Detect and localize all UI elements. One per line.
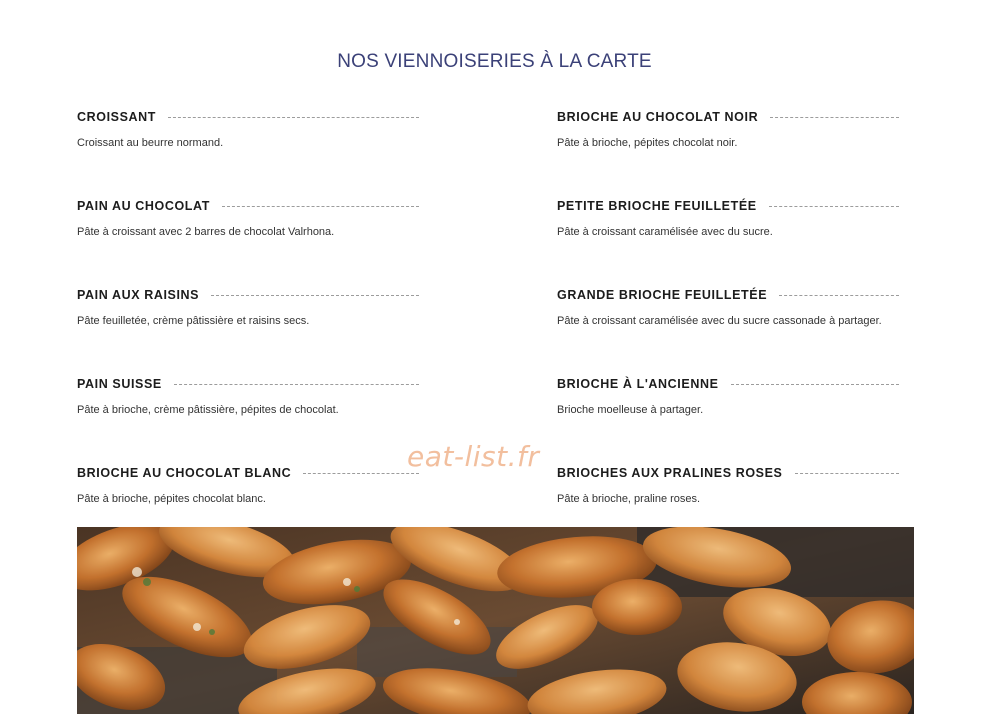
menu-item-description: Croissant au beurre normand. xyxy=(77,137,224,149)
menu-item-description: Pâte à brioche, pépites chocolat noir. xyxy=(557,137,738,149)
menu-item-croissant xyxy=(77,108,419,149)
menu-item-pain-suisse xyxy=(77,375,419,416)
dotted-divider xyxy=(769,206,899,207)
dotted-divider xyxy=(168,117,419,118)
site-watermark: eat-list.fr xyxy=(407,440,540,473)
menu-item-description: Pâte à brioche, praline roses. xyxy=(557,493,701,505)
menu-item-name: PAIN SUISSE xyxy=(77,377,162,391)
dotted-divider xyxy=(222,206,419,207)
dotted-divider xyxy=(731,384,899,385)
dotted-divider xyxy=(770,117,899,118)
menu-item-pain-aux-raisins xyxy=(77,286,419,327)
dotted-divider xyxy=(211,295,419,296)
menu-item-name: BRIOCHE AU CHOCOLAT NOIR xyxy=(557,110,759,124)
menu-item-brioches-pralines-roses xyxy=(557,464,899,505)
menu-item-description: Pâte à brioche, crème pâtissière, pépites de chocolat. xyxy=(77,404,339,416)
menu-item-name: BRIOCHES AUX PRALINES ROSES xyxy=(557,466,783,480)
page-title: NOS VIENNOISERIES À LA CARTE xyxy=(337,50,652,72)
menu-item-name: PETITE BRIOCHE FEUILLETÉE xyxy=(557,199,757,213)
menu-item-description: Pâte feuilletée, crème pâtissière et raisins secs. xyxy=(77,315,310,327)
menu-item-petite-brioche-feuilletee xyxy=(557,197,899,238)
menu-item-name: PAIN AU CHOCOLAT xyxy=(77,199,210,213)
menu-item-brioche-ancienne xyxy=(557,375,899,416)
menu-item-brioche-chocolat-blanc xyxy=(77,464,419,505)
menu-item-pain-au-chocolat xyxy=(77,197,419,238)
menu-item-description: Pâte à croissant caramélisée avec du sucre cassonade à partager. xyxy=(557,315,882,327)
menu-item-description: Pâte à croissant avec 2 barres de chocolat Valrhona. xyxy=(77,226,335,238)
menu-item-name: PAIN AUX RAISINS xyxy=(77,288,200,302)
menu-item-description: Pâte à croissant caramélisée avec du sucre. xyxy=(557,226,773,238)
menu-item-description: Pâte à brioche, pépites chocolat blanc. xyxy=(77,493,266,505)
dotted-divider xyxy=(795,473,900,474)
dotted-divider xyxy=(779,295,899,296)
menu-item-name: GRANDE BRIOCHE FEUILLETÉE xyxy=(557,288,768,302)
pastry-photo xyxy=(77,527,914,714)
menu-item-description: Brioche moelleuse à partager. xyxy=(557,404,704,416)
dotted-divider xyxy=(174,384,419,385)
menu-item-name: CROISSANT xyxy=(77,110,157,124)
dotted-divider xyxy=(303,473,419,474)
menu-item-grande-brioche-feuilletee xyxy=(557,286,899,327)
menu-item-brioche-chocolat-noir xyxy=(557,108,899,149)
menu-item-name: BRIOCHE À L'ANCIENNE xyxy=(557,377,719,391)
menu-item-name: BRIOCHE AU CHOCOLAT BLANC xyxy=(77,466,292,480)
